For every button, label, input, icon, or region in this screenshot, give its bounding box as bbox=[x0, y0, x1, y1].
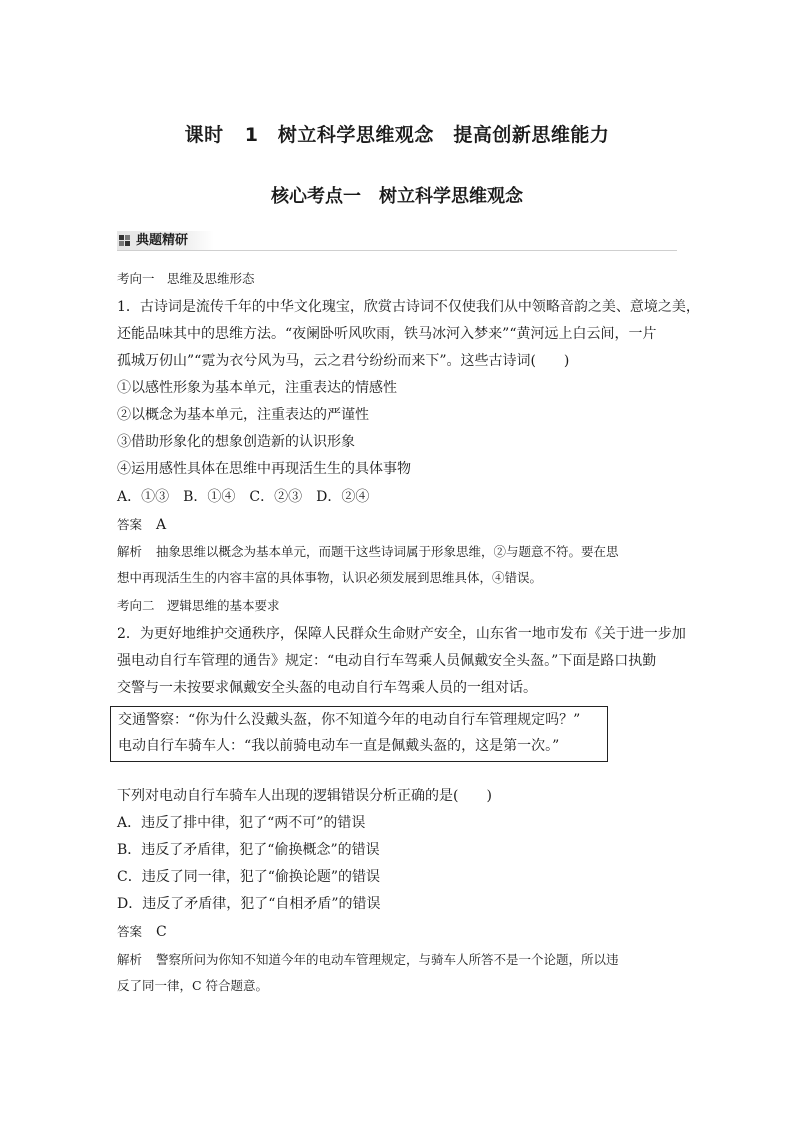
question-1-choices: A．①③ B．①④ C．②③ D．②④ bbox=[117, 489, 370, 505]
answer-label: 答案 bbox=[117, 924, 143, 939]
section-header-label: 典题精研 bbox=[136, 233, 189, 248]
question-2-analysis-line-1 bbox=[117, 951, 679, 969]
question-1-line-3: 孤城万仞山”“霓为衣兮风为马，云之君兮纷纷而来下”。这些古诗词( ) bbox=[117, 353, 570, 369]
analysis-label: 解析 bbox=[117, 544, 143, 559]
section-header-rule bbox=[117, 250, 677, 251]
answer-value: A bbox=[156, 517, 167, 533]
question-1-line-2: 还能品味其中的思维方法。“夜阑卧听风吹雨，铁马冰河入梦来”“黄河远上白云间，一片 bbox=[117, 326, 657, 342]
question-1-option-2: ②以概念为基本单元，注重表达的严谨性 bbox=[117, 407, 369, 423]
question-2-line-3: 交警与一未按要求佩戴安全头盔的电动自行车驾乘人员的一组对话。 bbox=[117, 680, 537, 696]
question-direction-1: 考向一 思维及思维形态 bbox=[117, 271, 255, 286]
question-2-analysis-line-2: 反了同一律，C 符合题意。 bbox=[117, 978, 269, 993]
question-1-answer bbox=[117, 516, 679, 534]
analysis-text: 抽象思维以概念为基本单元，而题干这些诗词属于形象思维，②与题意不符。要在思 bbox=[156, 544, 619, 559]
question-1-line-1: 1．古诗词是流传千年的中华文化瑰宝，欣赏古诗词不仅使我们从中领略音韵之美、意境之美， bbox=[117, 299, 700, 315]
section-marker-icon bbox=[119, 235, 130, 246]
dialogue-box bbox=[110, 706, 608, 762]
dialogue-line-police: 交通警察：“你为什么没戴头盔，你不知道今年的电动自行车管理规定吗？” bbox=[118, 712, 581, 728]
question-2-line-2: 强电动自行车管理的通告》规定：“电动自行车驾乘人员佩戴安全头盔。”下面是路口执勤 bbox=[117, 653, 657, 669]
question-2-option-d: D．违反了矛盾律，犯了“自相矛盾”的错误 bbox=[117, 896, 381, 912]
answer-label: 答案 bbox=[117, 517, 143, 532]
analysis-text: 警察所问为你知不知道今年的电动车管理规定，与骑车人所答不是一个论题，所以违 bbox=[156, 952, 619, 967]
dialogue-line-rider: 电动自行车骑车人：“我以前骑电动车一直是佩戴头盔的，这是第一次。” bbox=[118, 738, 560, 754]
section-header-bar bbox=[117, 231, 677, 251]
question-direction-2: 考向二 逻辑思维的基本要求 bbox=[117, 598, 280, 613]
question-1-option-3: ③借助形象化的想象创造新的认识形象 bbox=[117, 434, 355, 450]
question-1-analysis-line-2: 想中再现活生生的内容丰富的具体事物，认识必须发展到思维具体，④错误。 bbox=[117, 570, 543, 585]
analysis-label: 解析 bbox=[117, 952, 143, 967]
question-2-option-a: A．违反了排中律，犯了“两不可”的错误 bbox=[117, 815, 366, 831]
section-subtitle: 核心考点一 树立科学思维观念 bbox=[271, 186, 523, 207]
question-1-analysis-line-1 bbox=[117, 543, 679, 561]
page-title: 课时 1 树立科学思维观念 提高创新思维能力 bbox=[184, 124, 610, 146]
question-1-option-4: ④运用感性具体在思维中再现活生生的具体事物 bbox=[117, 461, 411, 477]
question-2-option-b: B．违反了矛盾律，犯了“偷换概念”的错误 bbox=[117, 842, 380, 858]
question-1-option-1: ①以感性形象为基本单元，注重表达的情感性 bbox=[117, 380, 397, 396]
question-2-option-c: C．违反了同一律，犯了“偷换论题”的错误 bbox=[117, 869, 381, 885]
answer-value: C bbox=[156, 924, 167, 940]
question-2-answer bbox=[117, 923, 679, 941]
question-2-stem: 下列对电动自行车骑车人出现的逻辑错误分析正确的是( ) bbox=[117, 788, 492, 804]
question-2-line-1: 2．为更好地维护交通秩序，保障人民群众生命财产安全，山东省一地市发布《关于进一步加 bbox=[117, 626, 686, 642]
